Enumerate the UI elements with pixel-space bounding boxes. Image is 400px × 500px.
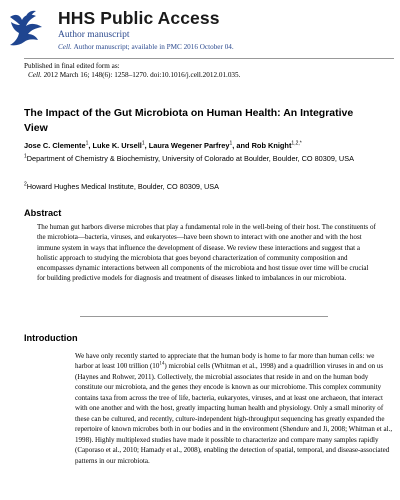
- affiliation-text: Howard Hughes Medical Institute, Boulder, CO 80309, USA: [26, 182, 220, 191]
- intro-exponent: 14: [159, 362, 165, 368]
- citation-journal: Cell.: [28, 71, 42, 80]
- author-affiliation-mark: 1: [229, 140, 233, 147]
- intro-text-part-a: We have only recently started to appreciate that the human body is home to far more than human cells: we harbor at least 100 trillion (10: [75, 352, 375, 371]
- affiliation-mark: 1: [24, 153, 27, 160]
- hhs-public-access-title: HHS Public Access: [58, 8, 220, 28]
- author-list: [24, 141, 394, 150]
- author-separator: ,: [144, 141, 149, 150]
- author-name: Luke K. Ursell: [92, 141, 142, 150]
- author-name: Jose C. Clemente: [24, 141, 86, 150]
- hhs-eagle-logo-icon: [6, 7, 46, 49]
- header-divider: [24, 58, 394, 59]
- abstract-heading: Abstract: [24, 208, 62, 218]
- intro-text-part-b: ) microbial cells (Whitman et al., 1998) and a quadrillion viruses in and on us (Haynes and Rohwer, 2011). Collectively, the microbial associates that reside in and on the human body constitute our microbiota, and the genes they encode is known as our microbiome. This complex community contains taxa from across the tree of life, bacteria, eukaryotes, viruses, and at least one archaeon, that interact with one another and with the host, greatly impacting human health and physiology. Only a small minority of these can be cultured, and recently, culture-independent high-throughput sequencing has greatly expanded the repertoire of known microbes both in our bodies and in the environment (Shendure and Ji, 2008; Whitman et al., 1998). Highly multiplexed studies have made it possible to characterize and compare many samples rapidly (Caporaso et al., 2010; Hamady et al., 2008), enabling the detection of spatial, temporal, and disease-associated patterns in our microbiota.: [75, 362, 393, 465]
- author-separator: ,: [88, 141, 93, 150]
- availability-text: Author manuscript; available in PMC 2016 October 04.: [73, 43, 234, 51]
- article-title: The Impact of the Gut Microbiota on Human Health: An Integrative View: [24, 107, 354, 134]
- publication-note: [24, 62, 240, 80]
- author-name: Rob Knight: [251, 141, 292, 150]
- hhs-header: [0, 0, 400, 58]
- author-affiliation-mark: 1: [85, 140, 89, 147]
- abstract-divider: [80, 316, 328, 317]
- introduction-heading: Introduction: [24, 333, 78, 343]
- citation-details: 2012 March 16; 148(6): 1258–1270. doi:10.1016/j.cell.2012.01.035.: [43, 71, 241, 80]
- affiliation-mark: 2: [24, 181, 27, 188]
- affiliation-text: Department of Chemistry & Biochemistry, University of Colorado at Boulder, Boulder, CO 80309, USA: [26, 154, 354, 163]
- publication-citation: [24, 71, 240, 80]
- author-manuscript-label: Author manuscript: [58, 30, 130, 40]
- author-affiliation-mark: 1,2,*: [291, 140, 302, 147]
- author-separator: , and: [232, 141, 252, 150]
- author-name: Laura Wegener Parfrey: [148, 141, 230, 150]
- publication-note-label: Published in final edited form as:: [24, 62, 120, 70]
- introduction-text: [75, 351, 393, 466]
- availability-note: [58, 43, 234, 51]
- affiliation-2: [24, 182, 394, 192]
- affiliation-1: [24, 154, 394, 164]
- author-affiliation-mark: 1: [141, 140, 145, 147]
- abstract-text: The human gut harbors diverse microbes that play a fundamental role in the well-being of their host. The constituents of the microbiota—bacteria, viruses, and eukaryotes—have been shown to interact with one another and with the host immune system in ways that influence the development of disease. We review these interactions and suggest that a holistic approach to studying the microbiota that goes beyond characterization of community composition and encompasses dynamic interactions between all components of the microbiota and host tissue over time will be crucial for building predictive models for diagnosis and treatment of diseases linked to imbalances in our microbiota.: [37, 223, 376, 283]
- availability-journal: Cell.: [58, 43, 72, 51]
